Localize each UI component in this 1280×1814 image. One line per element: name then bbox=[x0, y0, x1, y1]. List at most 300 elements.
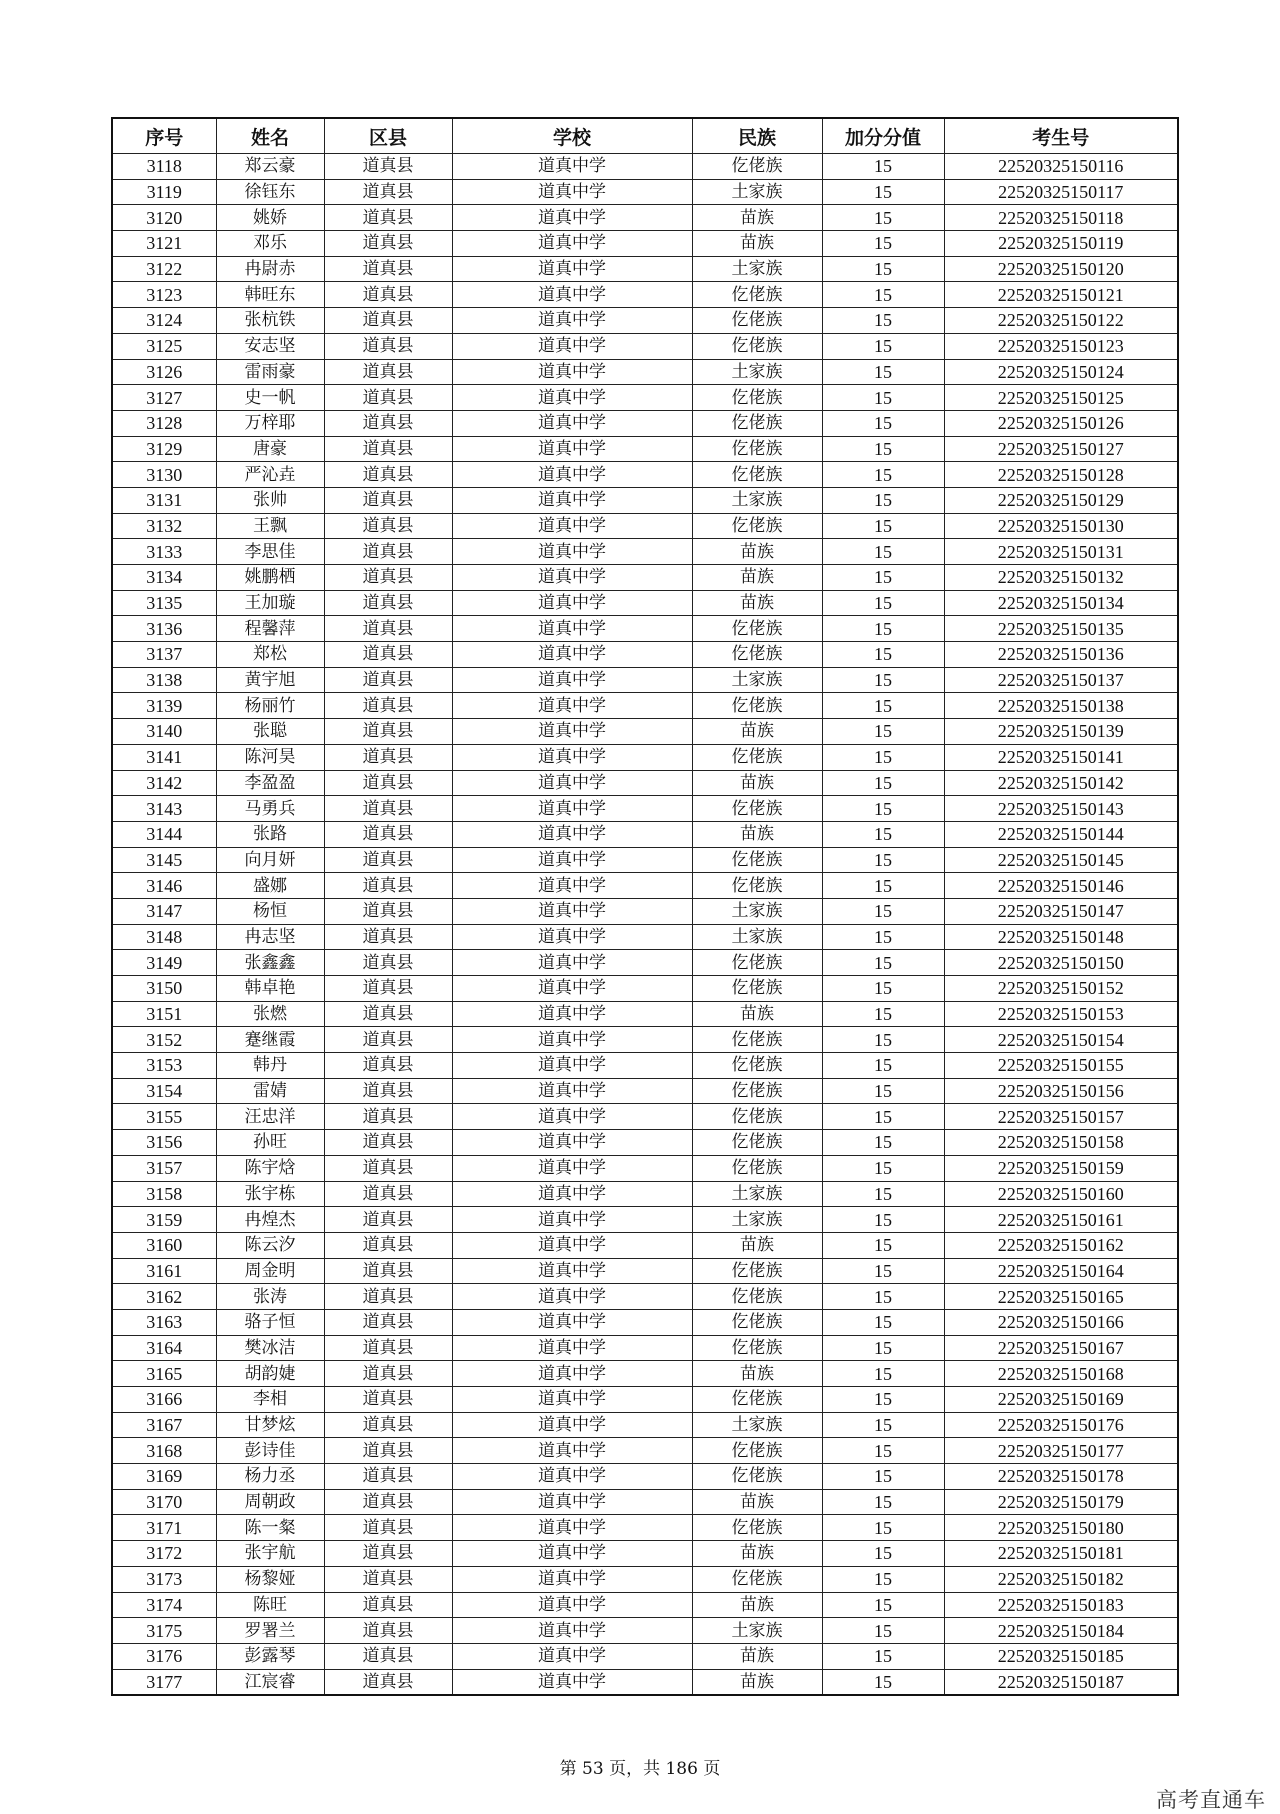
cell-bonus-points: 15 bbox=[822, 693, 944, 719]
cell-serial: 3163 bbox=[112, 1309, 216, 1335]
cell-exam-number: 22520325150132 bbox=[944, 565, 1178, 591]
cell-school: 道真中学 bbox=[452, 1438, 692, 1464]
cell-ethnicity: 苗族 bbox=[692, 1232, 822, 1258]
cell-serial: 3172 bbox=[112, 1541, 216, 1567]
cell-county: 道真县 bbox=[324, 1515, 452, 1541]
cell-serial: 3149 bbox=[112, 950, 216, 976]
cell-county: 道真县 bbox=[324, 359, 452, 385]
cell-school: 道真中学 bbox=[452, 385, 692, 411]
cell-name: 张聪 bbox=[216, 719, 324, 745]
cell-serial: 3129 bbox=[112, 436, 216, 462]
cell-school: 道真中学 bbox=[452, 1258, 692, 1284]
cell-ethnicity: 苗族 bbox=[692, 1489, 822, 1515]
cell-serial: 3170 bbox=[112, 1489, 216, 1515]
cell-bonus-points: 15 bbox=[822, 565, 944, 591]
cell-serial: 3120 bbox=[112, 205, 216, 231]
cell-exam-number: 22520325150176 bbox=[944, 1412, 1178, 1438]
cell-exam-number: 22520325150156 bbox=[944, 1078, 1178, 1104]
cell-serial: 3139 bbox=[112, 693, 216, 719]
cell-serial: 3147 bbox=[112, 898, 216, 924]
cell-school: 道真中学 bbox=[452, 359, 692, 385]
cell-serial: 3123 bbox=[112, 282, 216, 308]
cell-exam-number: 22520325150121 bbox=[944, 282, 1178, 308]
cell-school: 道真中学 bbox=[452, 1669, 692, 1695]
cell-name: 冉煌杰 bbox=[216, 1207, 324, 1233]
cell-ethnicity: 仡佬族 bbox=[692, 1053, 822, 1079]
cell-exam-number: 22520325150122 bbox=[944, 308, 1178, 334]
cell-county: 道真县 bbox=[324, 565, 452, 591]
cell-school: 道真中学 bbox=[452, 976, 692, 1002]
cell-serial: 3130 bbox=[112, 462, 216, 488]
cell-exam-number: 22520325150136 bbox=[944, 642, 1178, 668]
table-row bbox=[112, 1566, 1178, 1592]
cell-school: 道真中学 bbox=[452, 1541, 692, 1567]
cell-serial: 3155 bbox=[112, 1104, 216, 1130]
cell-school: 道真中学 bbox=[452, 821, 692, 847]
cell-serial: 3153 bbox=[112, 1053, 216, 1079]
cell-county: 道真县 bbox=[324, 821, 452, 847]
cell-exam-number: 22520325150131 bbox=[944, 539, 1178, 565]
cell-name: 张杭铁 bbox=[216, 308, 324, 334]
cell-ethnicity: 苗族 bbox=[692, 1592, 822, 1618]
cell-name: 孙旺 bbox=[216, 1130, 324, 1156]
cell-exam-number: 22520325150177 bbox=[944, 1438, 1178, 1464]
cell-county: 道真县 bbox=[324, 1104, 452, 1130]
cell-ethnicity: 仡佬族 bbox=[692, 873, 822, 899]
table-row bbox=[112, 1592, 1178, 1618]
cell-serial: 3133 bbox=[112, 539, 216, 565]
cell-bonus-points: 15 bbox=[822, 744, 944, 770]
cell-bonus-points: 15 bbox=[822, 359, 944, 385]
cell-serial: 3159 bbox=[112, 1207, 216, 1233]
cell-school: 道真中学 bbox=[452, 1335, 692, 1361]
cell-county: 道真县 bbox=[324, 1232, 452, 1258]
cell-serial: 3126 bbox=[112, 359, 216, 385]
cell-serial: 3131 bbox=[112, 487, 216, 513]
cell-serial: 3134 bbox=[112, 565, 216, 591]
cell-ethnicity: 仡佬族 bbox=[692, 1309, 822, 1335]
cell-school: 道真中学 bbox=[452, 873, 692, 899]
cell-county: 道真县 bbox=[324, 436, 452, 462]
cell-name: 张帅 bbox=[216, 487, 324, 513]
table-row bbox=[112, 1412, 1178, 1438]
table-row bbox=[112, 1155, 1178, 1181]
cell-county: 道真县 bbox=[324, 1335, 452, 1361]
cell-school: 道真中学 bbox=[452, 1412, 692, 1438]
cell-name: 甘梦炫 bbox=[216, 1412, 324, 1438]
cell-name: 韩卓艳 bbox=[216, 976, 324, 1002]
cell-ethnicity: 仡佬族 bbox=[692, 1155, 822, 1181]
cell-exam-number: 22520325150143 bbox=[944, 796, 1178, 822]
cell-name: 韩旺东 bbox=[216, 282, 324, 308]
cell-school: 道真中学 bbox=[452, 179, 692, 205]
cell-name: 姚鹏栖 bbox=[216, 565, 324, 591]
table-row bbox=[112, 667, 1178, 693]
cell-school: 道真中学 bbox=[452, 1643, 692, 1669]
cell-county: 道真县 bbox=[324, 539, 452, 565]
cell-bonus-points: 15 bbox=[822, 590, 944, 616]
cell-ethnicity: 仡佬族 bbox=[692, 1130, 822, 1156]
cell-name: 姚娇 bbox=[216, 205, 324, 231]
table-row bbox=[112, 770, 1178, 796]
cell-name: 李思佳 bbox=[216, 539, 324, 565]
cell-bonus-points: 15 bbox=[822, 1618, 944, 1644]
cell-exam-number: 22520325150135 bbox=[944, 616, 1178, 642]
cell-ethnicity: 仡佬族 bbox=[692, 1284, 822, 1310]
cell-school: 道真中学 bbox=[452, 205, 692, 231]
cell-county: 道真县 bbox=[324, 924, 452, 950]
table-row bbox=[112, 693, 1178, 719]
cell-exam-number: 22520325150146 bbox=[944, 873, 1178, 899]
cell-serial: 3164 bbox=[112, 1335, 216, 1361]
table-row bbox=[112, 1001, 1178, 1027]
header-row bbox=[112, 118, 1178, 154]
cell-name: 冉尉赤 bbox=[216, 256, 324, 282]
cell-school: 道真中学 bbox=[452, 1181, 692, 1207]
cell-exam-number: 22520325150138 bbox=[944, 693, 1178, 719]
cell-bonus-points: 15 bbox=[822, 796, 944, 822]
cell-exam-number: 22520325150180 bbox=[944, 1515, 1178, 1541]
cell-bonus-points: 15 bbox=[822, 1181, 944, 1207]
cell-school: 道真中学 bbox=[452, 667, 692, 693]
cell-serial: 3150 bbox=[112, 976, 216, 1002]
cell-exam-number: 22520325150147 bbox=[944, 898, 1178, 924]
cell-county: 道真县 bbox=[324, 1643, 452, 1669]
cell-bonus-points: 15 bbox=[822, 1258, 944, 1284]
cell-exam-number: 22520325150164 bbox=[944, 1258, 1178, 1284]
cell-ethnicity: 土家族 bbox=[692, 487, 822, 513]
cell-exam-number: 22520325150155 bbox=[944, 1053, 1178, 1079]
cell-county: 道真县 bbox=[324, 1669, 452, 1695]
cell-county: 道真县 bbox=[324, 462, 452, 488]
cell-name: 冉志坚 bbox=[216, 924, 324, 950]
cell-name: 张燃 bbox=[216, 1001, 324, 1027]
cell-exam-number: 22520325150130 bbox=[944, 513, 1178, 539]
cell-name: 陈旺 bbox=[216, 1592, 324, 1618]
table-row bbox=[112, 1643, 1178, 1669]
cell-county: 道真县 bbox=[324, 1618, 452, 1644]
cell-bonus-points: 15 bbox=[822, 667, 944, 693]
cell-school: 道真中学 bbox=[452, 1207, 692, 1233]
cell-name: 陈云汐 bbox=[216, 1232, 324, 1258]
cell-exam-number: 22520325150116 bbox=[944, 154, 1178, 180]
cell-serial: 3125 bbox=[112, 333, 216, 359]
cell-county: 道真县 bbox=[324, 1361, 452, 1387]
table-body bbox=[112, 154, 1178, 1696]
cell-name: 彭露琴 bbox=[216, 1643, 324, 1669]
cell-ethnicity: 苗族 bbox=[692, 1541, 822, 1567]
cell-name: 江宸睿 bbox=[216, 1669, 324, 1695]
table-row bbox=[112, 205, 1178, 231]
cell-exam-number: 22520325150168 bbox=[944, 1361, 1178, 1387]
cell-serial: 3174 bbox=[112, 1592, 216, 1618]
cell-ethnicity: 仡佬族 bbox=[692, 1464, 822, 1490]
table-row bbox=[112, 976, 1178, 1002]
cell-name: 雷婧 bbox=[216, 1078, 324, 1104]
cell-school: 道真中学 bbox=[452, 1592, 692, 1618]
cell-exam-number: 22520325150160 bbox=[944, 1181, 1178, 1207]
cell-school: 道真中学 bbox=[452, 1155, 692, 1181]
cell-school: 道真中学 bbox=[452, 231, 692, 257]
cell-county: 道真县 bbox=[324, 1309, 452, 1335]
cell-ethnicity: 土家族 bbox=[692, 898, 822, 924]
cell-ethnicity: 仡佬族 bbox=[692, 1566, 822, 1592]
cell-bonus-points: 15 bbox=[822, 976, 944, 1002]
cell-name: 周金明 bbox=[216, 1258, 324, 1284]
cell-ethnicity: 仡佬族 bbox=[692, 796, 822, 822]
cell-ethnicity: 仡佬族 bbox=[692, 976, 822, 1002]
cell-bonus-points: 15 bbox=[822, 1515, 944, 1541]
cell-exam-number: 22520325150182 bbox=[944, 1566, 1178, 1592]
table-row bbox=[112, 1438, 1178, 1464]
cell-school: 道真中学 bbox=[452, 1361, 692, 1387]
cell-exam-number: 22520325150118 bbox=[944, 205, 1178, 231]
cell-ethnicity: 苗族 bbox=[692, 1643, 822, 1669]
cell-school: 道真中学 bbox=[452, 1618, 692, 1644]
cell-name: 史一帆 bbox=[216, 385, 324, 411]
cell-serial: 3162 bbox=[112, 1284, 216, 1310]
cell-ethnicity: 仡佬族 bbox=[692, 847, 822, 873]
cell-bonus-points: 15 bbox=[822, 1155, 944, 1181]
cell-name: 罗署兰 bbox=[216, 1618, 324, 1644]
cell-serial: 3158 bbox=[112, 1181, 216, 1207]
cell-bonus-points: 15 bbox=[822, 1464, 944, 1490]
cell-bonus-points: 15 bbox=[822, 1489, 944, 1515]
cell-ethnicity: 仡佬族 bbox=[692, 1078, 822, 1104]
table-row bbox=[112, 1515, 1178, 1541]
cell-county: 道真县 bbox=[324, 667, 452, 693]
cell-school: 道真中学 bbox=[452, 642, 692, 668]
cell-ethnicity: 仡佬族 bbox=[692, 308, 822, 334]
table-row bbox=[112, 462, 1178, 488]
cell-ethnicity: 土家族 bbox=[692, 924, 822, 950]
cell-exam-number: 22520325150152 bbox=[944, 976, 1178, 1002]
cell-name: 周朝政 bbox=[216, 1489, 324, 1515]
table-row bbox=[112, 282, 1178, 308]
cell-bonus-points: 15 bbox=[822, 616, 944, 642]
cell-county: 道真县 bbox=[324, 1592, 452, 1618]
cell-county: 道真县 bbox=[324, 1541, 452, 1567]
cell-bonus-points: 15 bbox=[822, 282, 944, 308]
cell-ethnicity: 土家族 bbox=[692, 359, 822, 385]
cell-name: 杨丽竹 bbox=[216, 693, 324, 719]
cell-county: 道真县 bbox=[324, 256, 452, 282]
cell-ethnicity: 苗族 bbox=[692, 1361, 822, 1387]
cell-bonus-points: 15 bbox=[822, 1541, 944, 1567]
cell-exam-number: 22520325150179 bbox=[944, 1489, 1178, 1515]
cell-name: 盛娜 bbox=[216, 873, 324, 899]
cell-county: 道真县 bbox=[324, 847, 452, 873]
cell-exam-number: 22520325150154 bbox=[944, 1027, 1178, 1053]
cell-exam-number: 22520325150158 bbox=[944, 1130, 1178, 1156]
cell-serial: 3146 bbox=[112, 873, 216, 899]
table-row bbox=[112, 385, 1178, 411]
cell-name: 陈河昊 bbox=[216, 744, 324, 770]
header-exam-number: 考生号 bbox=[944, 118, 1178, 154]
cell-exam-number: 22520325150150 bbox=[944, 950, 1178, 976]
table-row bbox=[112, 333, 1178, 359]
cell-exam-number: 22520325150161 bbox=[944, 1207, 1178, 1233]
cell-county: 道真县 bbox=[324, 205, 452, 231]
cell-school: 道真中学 bbox=[452, 154, 692, 180]
cell-ethnicity: 仡佬族 bbox=[692, 282, 822, 308]
table-row bbox=[112, 359, 1178, 385]
cell-county: 道真县 bbox=[324, 796, 452, 822]
candidate-table bbox=[111, 117, 1179, 1696]
watermark: 高考直通车 bbox=[1156, 1788, 1266, 1812]
cell-bonus-points: 15 bbox=[822, 1104, 944, 1130]
cell-bonus-points: 15 bbox=[822, 154, 944, 180]
cell-bonus-points: 15 bbox=[822, 539, 944, 565]
table-row bbox=[112, 1309, 1178, 1335]
cell-ethnicity: 苗族 bbox=[692, 590, 822, 616]
cell-bonus-points: 15 bbox=[822, 1669, 944, 1695]
cell-serial: 3118 bbox=[112, 154, 216, 180]
cell-school: 道真中学 bbox=[452, 1515, 692, 1541]
cell-exam-number: 22520325150166 bbox=[944, 1309, 1178, 1335]
cell-ethnicity: 苗族 bbox=[692, 821, 822, 847]
cell-exam-number: 22520325150178 bbox=[944, 1464, 1178, 1490]
cell-name: 郑云豪 bbox=[216, 154, 324, 180]
cell-exam-number: 22520325150167 bbox=[944, 1335, 1178, 1361]
table-header bbox=[112, 118, 1178, 154]
cell-bonus-points: 15 bbox=[822, 1566, 944, 1592]
cell-county: 道真县 bbox=[324, 744, 452, 770]
table-row bbox=[112, 1284, 1178, 1310]
cell-name: 郑松 bbox=[216, 642, 324, 668]
cell-name: 严沁垚 bbox=[216, 462, 324, 488]
cell-ethnicity: 土家族 bbox=[692, 1618, 822, 1644]
cell-county: 道真县 bbox=[324, 616, 452, 642]
cell-serial: 3168 bbox=[112, 1438, 216, 1464]
cell-name: 万梓耶 bbox=[216, 410, 324, 436]
cell-name: 邓乐 bbox=[216, 231, 324, 257]
table-row bbox=[112, 616, 1178, 642]
table-row bbox=[112, 1207, 1178, 1233]
cell-bonus-points: 15 bbox=[822, 1232, 944, 1258]
cell-exam-number: 22520325150187 bbox=[944, 1669, 1178, 1695]
cell-exam-number: 22520325150125 bbox=[944, 385, 1178, 411]
cell-bonus-points: 15 bbox=[822, 1438, 944, 1464]
cell-serial: 3141 bbox=[112, 744, 216, 770]
cell-bonus-points: 15 bbox=[822, 719, 944, 745]
cell-exam-number: 22520325150139 bbox=[944, 719, 1178, 745]
cell-county: 道真县 bbox=[324, 1027, 452, 1053]
cell-county: 道真县 bbox=[324, 1438, 452, 1464]
cell-school: 道真中学 bbox=[452, 256, 692, 282]
cell-serial: 3175 bbox=[112, 1618, 216, 1644]
table-row bbox=[112, 1669, 1178, 1695]
cell-exam-number: 22520325150124 bbox=[944, 359, 1178, 385]
cell-ethnicity: 仡佬族 bbox=[692, 950, 822, 976]
cell-serial: 3124 bbox=[112, 308, 216, 334]
cell-name: 彭诗佳 bbox=[216, 1438, 324, 1464]
cell-name: 黄宇旭 bbox=[216, 667, 324, 693]
cell-county: 道真县 bbox=[324, 770, 452, 796]
cell-ethnicity: 土家族 bbox=[692, 256, 822, 282]
cell-ethnicity: 仡佬族 bbox=[692, 513, 822, 539]
cell-exam-number: 22520325150128 bbox=[944, 462, 1178, 488]
cell-county: 道真县 bbox=[324, 1284, 452, 1310]
cell-school: 道真中学 bbox=[452, 410, 692, 436]
cell-name: 樊冰洁 bbox=[216, 1335, 324, 1361]
cell-school: 道真中学 bbox=[452, 616, 692, 642]
table-row bbox=[112, 565, 1178, 591]
cell-school: 道真中学 bbox=[452, 1284, 692, 1310]
cell-ethnicity: 土家族 bbox=[692, 1412, 822, 1438]
cell-name: 张宇栋 bbox=[216, 1181, 324, 1207]
cell-school: 道真中学 bbox=[452, 950, 692, 976]
cell-exam-number: 22520325150153 bbox=[944, 1001, 1178, 1027]
cell-ethnicity: 苗族 bbox=[692, 1669, 822, 1695]
header-county: 区县 bbox=[324, 118, 452, 154]
cell-school: 道真中学 bbox=[452, 1489, 692, 1515]
table-row bbox=[112, 1335, 1178, 1361]
cell-ethnicity: 仡佬族 bbox=[692, 616, 822, 642]
cell-county: 道真县 bbox=[324, 282, 452, 308]
cell-school: 道真中学 bbox=[452, 1001, 692, 1027]
cell-serial: 3161 bbox=[112, 1258, 216, 1284]
cell-serial: 3145 bbox=[112, 847, 216, 873]
cell-exam-number: 22520325150117 bbox=[944, 179, 1178, 205]
cell-exam-number: 22520325150159 bbox=[944, 1155, 1178, 1181]
cell-ethnicity: 仡佬族 bbox=[692, 1027, 822, 1053]
cell-school: 道真中学 bbox=[452, 1464, 692, 1490]
cell-school: 道真中学 bbox=[452, 719, 692, 745]
table-row bbox=[112, 231, 1178, 257]
table-row bbox=[112, 1387, 1178, 1413]
table-row bbox=[112, 873, 1178, 899]
cell-ethnicity: 苗族 bbox=[692, 770, 822, 796]
table-row bbox=[112, 179, 1178, 205]
cell-serial: 3148 bbox=[112, 924, 216, 950]
table-row bbox=[112, 1489, 1178, 1515]
table-row bbox=[112, 796, 1178, 822]
cell-name: 雷雨豪 bbox=[216, 359, 324, 385]
cell-county: 道真县 bbox=[324, 1207, 452, 1233]
cell-name: 李盈盈 bbox=[216, 770, 324, 796]
cell-name: 杨力丞 bbox=[216, 1464, 324, 1490]
cell-exam-number: 22520325150123 bbox=[944, 333, 1178, 359]
cell-name: 杨恒 bbox=[216, 898, 324, 924]
cell-name: 王飘 bbox=[216, 513, 324, 539]
table-row bbox=[112, 642, 1178, 668]
cell-county: 道真县 bbox=[324, 719, 452, 745]
cell-bonus-points: 15 bbox=[822, 513, 944, 539]
cell-exam-number: 22520325150148 bbox=[944, 924, 1178, 950]
table-row bbox=[112, 154, 1178, 180]
cell-ethnicity: 仡佬族 bbox=[692, 462, 822, 488]
cell-bonus-points: 15 bbox=[822, 436, 944, 462]
cell-ethnicity: 仡佬族 bbox=[692, 744, 822, 770]
cell-bonus-points: 15 bbox=[822, 1592, 944, 1618]
cell-school: 道真中学 bbox=[452, 590, 692, 616]
cell-serial: 3122 bbox=[112, 256, 216, 282]
cell-school: 道真中学 bbox=[452, 1053, 692, 1079]
cell-exam-number: 22520325150169 bbox=[944, 1387, 1178, 1413]
cell-county: 道真县 bbox=[324, 1464, 452, 1490]
cell-county: 道真县 bbox=[324, 976, 452, 1002]
cell-name: 汪忠洋 bbox=[216, 1104, 324, 1130]
cell-exam-number: 22520325150126 bbox=[944, 410, 1178, 436]
cell-bonus-points: 15 bbox=[822, 487, 944, 513]
cell-bonus-points: 15 bbox=[822, 924, 944, 950]
cell-bonus-points: 15 bbox=[822, 462, 944, 488]
cell-ethnicity: 土家族 bbox=[692, 667, 822, 693]
cell-ethnicity: 苗族 bbox=[692, 205, 822, 231]
cell-bonus-points: 15 bbox=[822, 231, 944, 257]
cell-school: 道真中学 bbox=[452, 333, 692, 359]
